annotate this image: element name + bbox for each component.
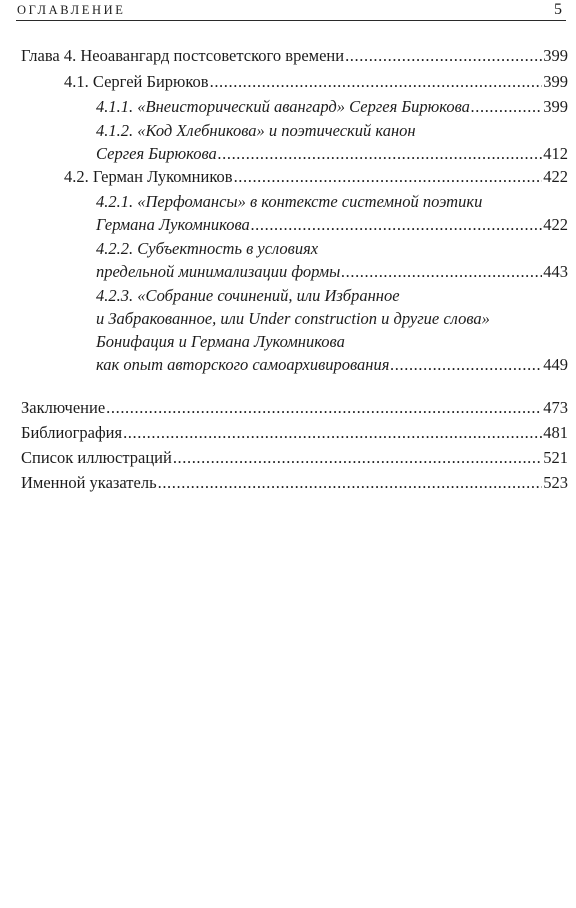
dot-leader [218, 143, 542, 165]
dot-leader [234, 166, 543, 188]
toc-entry-4-2-1[interactable] [96, 214, 568, 236]
dot-leader [123, 422, 542, 444]
toc-entry-title-continued: Сергея Бирюкова [96, 144, 217, 163]
toc-entry-title-continued: Бонифация и Германа Лукомникова [96, 332, 345, 351]
toc-entry-title: 4.2.2. Субъектность в условиях [96, 239, 319, 258]
toc-entry-4-2-2-line-1[interactable] [96, 238, 576, 260]
running-head [17, 0, 562, 20]
toc-entry-page: 399 [543, 46, 568, 65]
toc-entry-title: 4.2. Герман Лукомников [64, 167, 233, 186]
toc-entry-page: 523 [543, 473, 568, 492]
toc-entry-4-1-1[interactable] [96, 96, 568, 118]
toc-entry-title: Глава 4. Неоавангард постсоветского времени [21, 46, 345, 65]
toc-entry-4-1[interactable] [64, 71, 568, 93]
toc-entry-title: 4.1.1. «Внеисторический авангард» Сергея Бирюкова [96, 97, 470, 116]
toc-entry-page: 443 [543, 262, 568, 281]
toc-entry-title-continued: и Забракованное, или Under construction и другие слова» [96, 309, 490, 328]
toc-entry-title-continued: как опыт авторского самоархивирования [96, 355, 390, 374]
toc-entry-4-1-2-line-1[interactable] [96, 120, 576, 142]
toc-entry-title-continued: предельной минимализации формы [96, 262, 341, 281]
toc-entry-title: 4.2.1. «Перфомансы» в контексте системной поэтики [96, 192, 483, 211]
toc-entry-page: 399 [543, 72, 568, 91]
toc-entry-title: Библиография [21, 423, 123, 442]
toc-entry-4-2-2[interactable] [96, 261, 568, 283]
toc-entry-title: Заключение [21, 398, 106, 417]
dot-leader [210, 71, 543, 93]
toc-entry-4-2-3[interactable] [96, 354, 568, 376]
toc-entry-conclusion[interactable] [21, 397, 568, 419]
dot-leader [173, 447, 542, 469]
dot-leader [471, 96, 542, 118]
toc-entry-page: 449 [543, 355, 568, 374]
toc-entry-page: 473 [543, 398, 568, 417]
dot-leader [158, 472, 543, 494]
toc-entry-page: 399 [543, 97, 568, 116]
toc-entry-page: 481 [543, 423, 568, 442]
dot-leader [251, 214, 542, 236]
toc-entry-bibliography[interactable] [21, 422, 568, 444]
toc-entry-page: 422 [543, 215, 568, 234]
toc-entry-title: 4.1.2. «Код Хлебникова» и поэтический канон [96, 121, 416, 140]
toc-entry-title: 4.2.3. «Собрание сочинений, или Избранное [96, 286, 400, 305]
toc-entry-title: Список иллюстраций [21, 448, 172, 467]
toc-entry-page: 521 [543, 448, 568, 467]
toc-entry-title: Именной указатель [21, 473, 157, 492]
toc-entry-page: 422 [543, 167, 568, 186]
toc-entry-page: 412 [543, 144, 568, 163]
toc-entry-4-2[interactable] [64, 166, 568, 188]
page-number: 5 [554, 1, 562, 18]
dot-leader [390, 354, 542, 376]
toc-entry-4-2-1-line-1[interactable] [96, 191, 576, 213]
toc-entry-4-2-3-line-3[interactable] [96, 331, 576, 353]
dot-leader [106, 397, 542, 419]
header-rule [16, 20, 566, 21]
toc-entry-illustrations[interactable] [21, 447, 568, 469]
dot-leader [345, 45, 542, 67]
toc-entry-4-2-3-line-2[interactable] [96, 308, 576, 330]
running-title: ОГЛАВЛЕНИЕ [17, 3, 126, 17]
toc-entry-chapter-4[interactable] [21, 45, 568, 67]
toc-entry-title: 4.1. Сергей Бирюков [64, 72, 209, 91]
toc-entry-4-2-3-line-1[interactable] [96, 285, 576, 307]
dot-leader [341, 261, 542, 283]
toc-entry-title-continued: Германа Лукомникова [96, 215, 250, 234]
toc-entry-4-1-2[interactable] [96, 143, 568, 165]
toc-entry-name-index[interactable] [21, 472, 568, 494]
